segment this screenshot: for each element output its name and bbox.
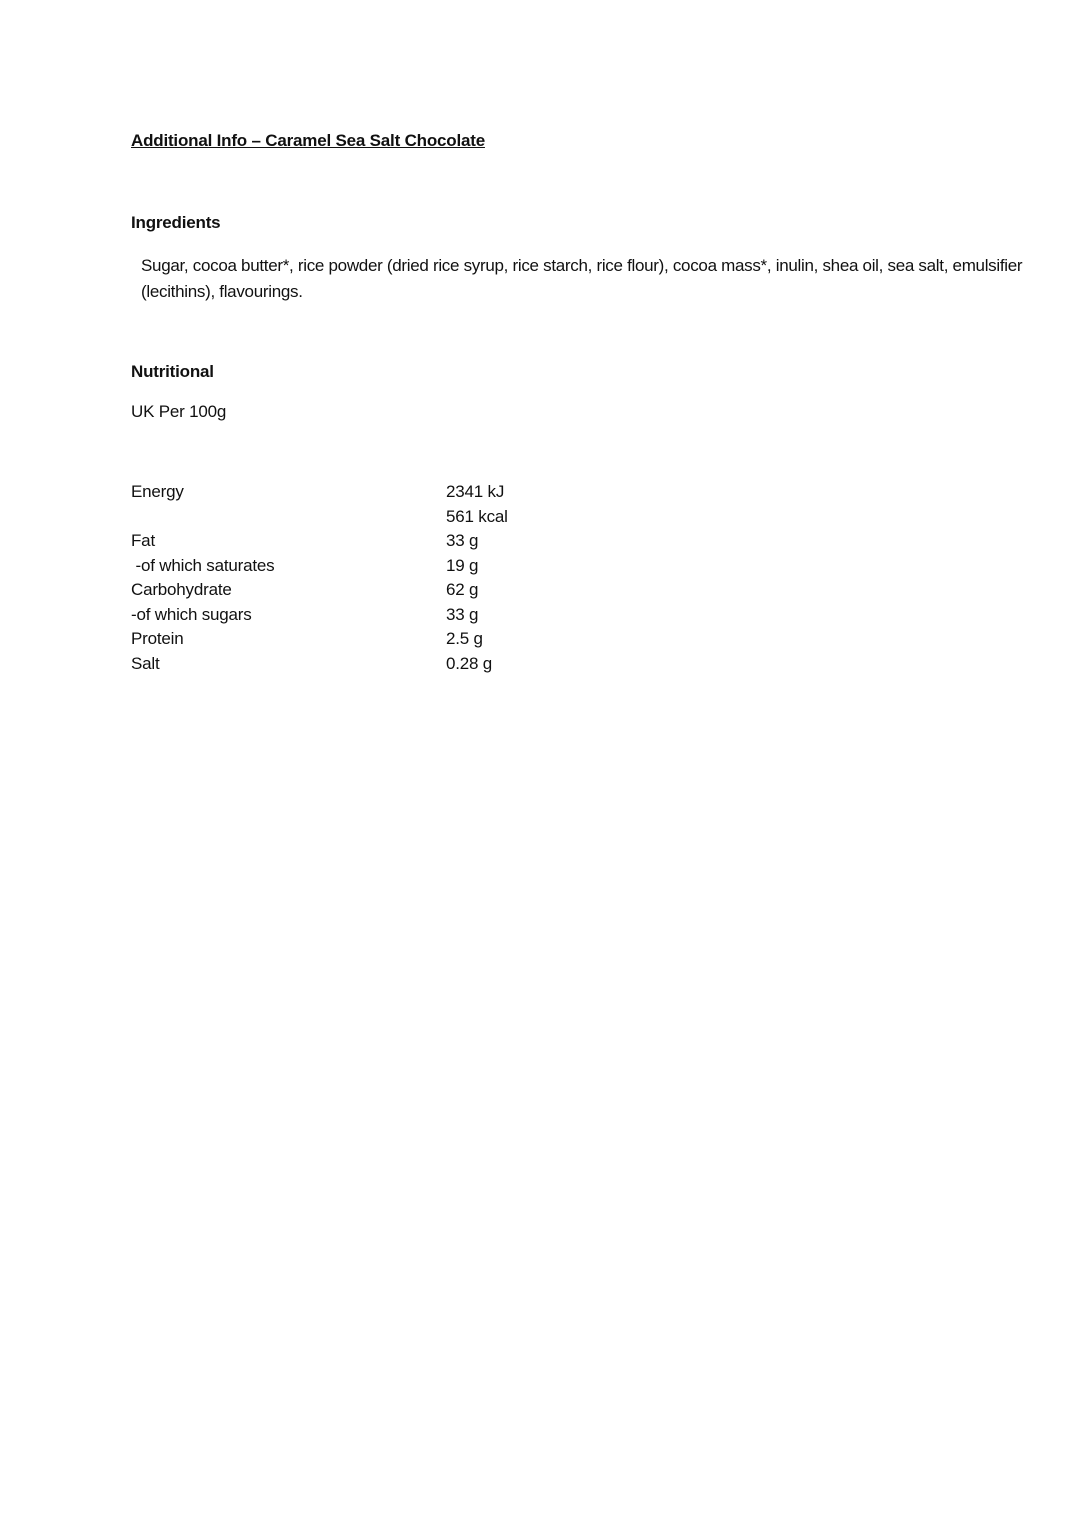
nutrient-name: -of which saturates [131, 555, 275, 575]
nutrient-value: 33 g [446, 531, 479, 550]
nutrient-name: Fat [131, 531, 155, 550]
nutrient-value: 561 kcal [446, 506, 508, 526]
nutrition-per-label: UK Per 100g [131, 402, 227, 421]
nutrition-row [131, 627, 631, 652]
nutrition-row [131, 480, 631, 505]
nutrient-value: 62 g [446, 580, 479, 599]
nutritional-heading: Nutritional [131, 362, 214, 381]
nutrient-name: Protein [131, 629, 184, 648]
nutrient-name: Energy [131, 482, 184, 501]
nutrient-value: 2341 kJ [446, 482, 505, 501]
nutrition-row [131, 652, 631, 677]
nutrient-name [131, 505, 446, 530]
nutrition-row [131, 578, 631, 603]
nutrient-value: 33 g [446, 604, 479, 624]
nutrition-row [131, 554, 631, 579]
nutrient-name: Salt [131, 653, 160, 673]
ingredients-heading: Ingredients [131, 213, 221, 232]
nutrition-row [131, 603, 631, 628]
nutrient-value: 19 g [446, 555, 479, 575]
nutrition-row [131, 529, 631, 554]
nutrient-name: Carbohydrate [131, 580, 232, 599]
nutrition-row [131, 505, 631, 530]
nutrient-value: 2.5 g [446, 629, 483, 648]
nutrient-value: 0.28 g [446, 653, 493, 673]
ingredients-text: Sugar, cocoa butter*, rice powder (dried rice syrup, rice starch, rice flour), cocoa mass*, inulin, shea oil, sea salt, emulsifier (lecithins), flavourings. [141, 256, 1023, 301]
nutrient-name: -of which sugars [131, 604, 252, 624]
document-title: Additional Info – Caramel Sea Salt Chocolate [131, 131, 485, 150]
nutrition-table [131, 480, 631, 676]
